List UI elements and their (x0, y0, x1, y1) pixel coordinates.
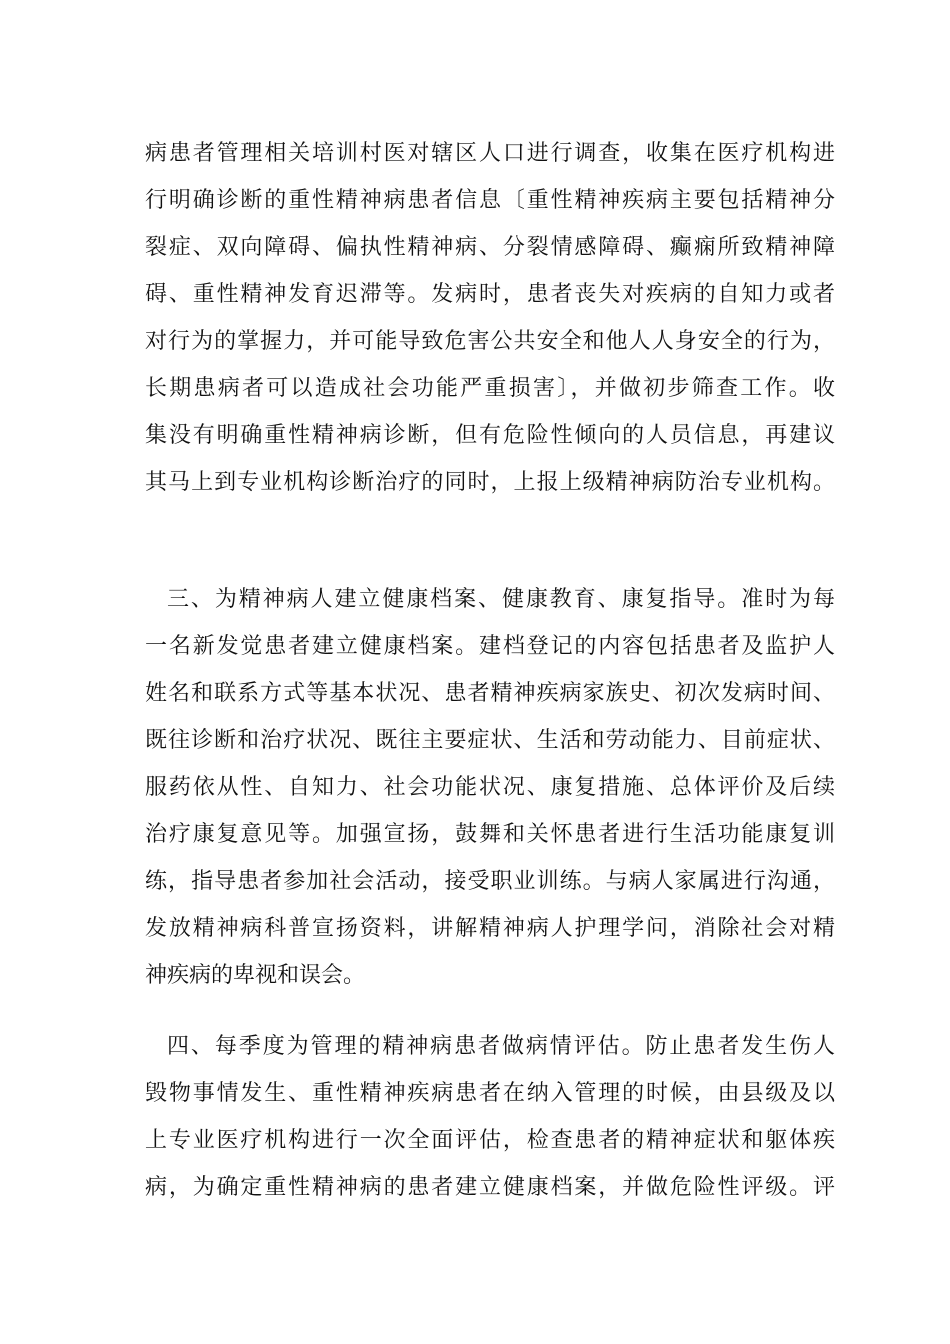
paragraph-line: 毁物事情发生、重性精神疾病患者在纳入管理的时候，由县级及以 (145, 1081, 835, 1106)
paragraph-line: 练，指导患者参加社会活动，接受职业训练。与病人家属进行沟通， (145, 869, 835, 894)
paragraph-line: 服药依从性、自知力、社会功能状况、康复措施、总体评价及后续 (145, 775, 835, 800)
paragraph-line: 裂症、双向障碍、偏执性精神病、分裂情感障碍、癫痫所致精神障 (145, 235, 835, 260)
paragraph-line: 对行为的掌握力，并可能导致危害公共安全和他人人身安全的行为， (145, 329, 835, 354)
paragraph-line: 病，为确定重性精神病的患者建立健康档案，并做危险性评级。评 (145, 1175, 835, 1200)
paragraph-line: 其马上到专业机构诊断治疗的同时，上报上级精神病防治专业机构。 (145, 470, 835, 495)
paragraph-line: 神疾病的卑视和误会。 (145, 963, 366, 988)
paragraph-line: 行明确诊断的重性精神病患者信息〔重性精神疾病主要包括精神分 (145, 188, 835, 213)
paragraph-line: 一名新发觉患者建立健康档案。建档登记的内容包括患者及监护人 (145, 634, 835, 659)
paragraph-line: 姓名和联系方式等基本状况、患者精神疾病家族史、初次发病时间、 (145, 681, 835, 706)
paragraph-line: 集没有明确重性精神病诊断，但有危险性倾向的人员信息，再建议 (145, 423, 835, 448)
section-heading-line: 四、每季度为管理的精神病患者做病情评估。防止患者发生伤人 (167, 1034, 835, 1059)
paragraph-line: 上专业医疗机构进行一次全面评估，检查患者的精神症状和躯体疾 (145, 1128, 835, 1153)
section-heading-line: 三、为精神病人建立健康档案、健康教育、康复指导。准时为每 (167, 587, 835, 612)
paragraph-line: 病患者管理相关培训村医对辖区人口进行调查，收集在医疗机构进 (145, 141, 835, 166)
paragraph-line: 治疗康复意见等。加强宣扬，鼓舞和关怀患者进行生活功能康复训 (145, 822, 835, 847)
paragraph-line: 既往诊断和治疗状况、既往主要症状、生活和劳动能力、目前症状、 (145, 728, 835, 753)
paragraph-line: 发放精神病科普宣扬资料，讲解精神病人护理学问，消除社会对精 (145, 916, 835, 941)
paragraph-line: 碍、重性精神发育迟滞等。发病时，患者丧失对疾病的自知力或者 (145, 282, 835, 307)
paragraph-line: 长期患病者可以造成社会功能严重损害〕，并做初步筛查工作。收 (145, 376, 835, 401)
